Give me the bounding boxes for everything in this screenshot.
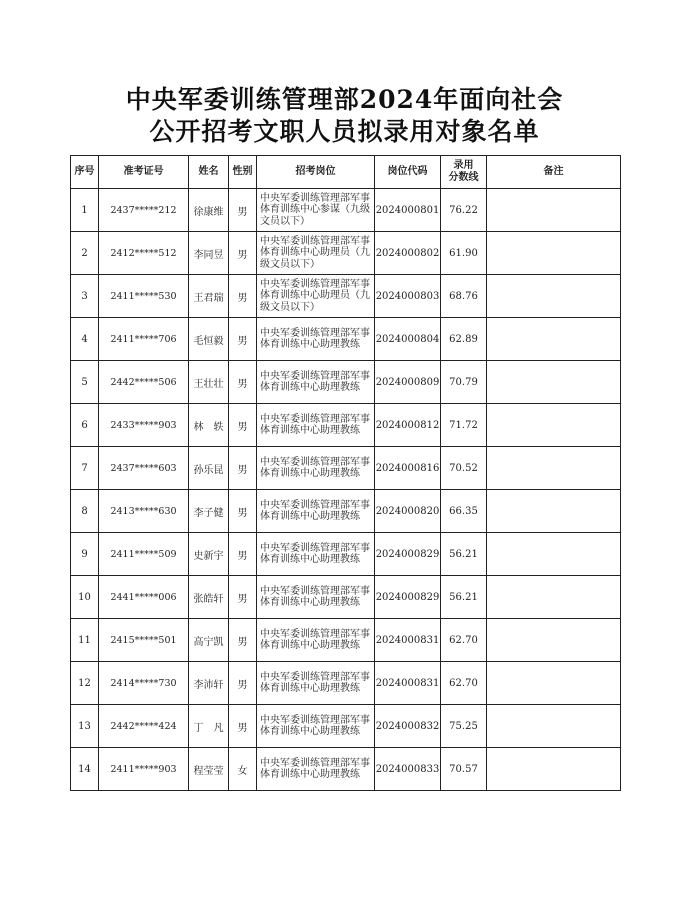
cell-ticket: 2411*****903 (99, 748, 189, 791)
cell-post: 中央军委训练管理部军事体育训练中心助理教练 (257, 361, 375, 404)
cell-note (487, 318, 621, 361)
cell-code: 2024000833 (375, 748, 441, 791)
header-score (441, 156, 487, 189)
cell-gender: 男 (229, 619, 257, 662)
cell-note (487, 533, 621, 576)
cell-score: 76.22 (441, 189, 487, 232)
cell-post: 中央军委训练管理部军事体育训练中心助理教练 (257, 447, 375, 490)
cell-score: 70.57 (441, 748, 487, 791)
cell-note (487, 705, 621, 748)
cell-gender: 男 (229, 189, 257, 232)
cell-seq: 3 (71, 275, 99, 318)
cell-seq: 13 (71, 705, 99, 748)
cell-ticket: 2413*****630 (99, 490, 189, 533)
cell-post: 中央军委训练管理部军事体育训练中心参谋（九级文员以下） (257, 189, 375, 232)
cell-code: 2024000802 (375, 232, 441, 275)
cell-ticket: 2415*****501 (99, 619, 189, 662)
cell-ticket: 2433*****903 (99, 404, 189, 447)
cell-seq: 1 (71, 189, 99, 232)
header-name: 姓名 (189, 156, 229, 189)
cell-gender: 男 (229, 576, 257, 619)
cell-note (487, 232, 621, 275)
cell-seq: 7 (71, 447, 99, 490)
cell-note (487, 361, 621, 404)
table-row (71, 576, 621, 619)
cell-score: 75.25 (441, 705, 487, 748)
cell-code: 2024000809 (375, 361, 441, 404)
cell-score: 66.35 (441, 490, 487, 533)
table-row (71, 662, 621, 705)
cell-gender: 男 (229, 490, 257, 533)
table-row (71, 705, 621, 748)
cell-code: 2024000812 (375, 404, 441, 447)
table-row (71, 361, 621, 404)
page-title-line2: 公开招考文职人员拟录用对象名单 (149, 117, 540, 146)
cell-post: 中央军委训练管理部军事体育训练中心助理教练 (257, 576, 375, 619)
cell-code: 2024000804 (375, 318, 441, 361)
cell-ticket: 2442*****506 (99, 361, 189, 404)
table-header-row (71, 156, 621, 189)
cell-score: 68.76 (441, 275, 487, 318)
table-row (71, 533, 621, 576)
cell-score: 71.72 (441, 404, 487, 447)
cell-ticket: 2412*****512 (99, 232, 189, 275)
cell-name: 高宁凯 (189, 619, 229, 662)
cell-name: 李子健 (189, 490, 229, 533)
cell-note (487, 189, 621, 232)
header-score-line2: 分数线 (448, 172, 479, 183)
cell-seq: 8 (71, 490, 99, 533)
cell-post: 中央军委训练管理部军事体育训练中心助理员（九级文员以下） (257, 232, 375, 275)
cell-name: 王壮壮 (189, 361, 229, 404)
cell-note (487, 662, 621, 705)
cell-ticket: 2437*****212 (99, 189, 189, 232)
cell-note (487, 275, 621, 318)
cell-name: 毛恒毅 (189, 318, 229, 361)
cell-score: 56.21 (441, 576, 487, 619)
cell-code: 2024000816 (375, 447, 441, 490)
cell-gender: 男 (229, 447, 257, 490)
cell-name: 李同昱 (189, 232, 229, 275)
cell-code: 2024000803 (375, 275, 441, 318)
cell-gender: 男 (229, 361, 257, 404)
header-post: 招考岗位 (257, 156, 375, 189)
cell-ticket: 2411*****530 (99, 275, 189, 318)
cell-code: 2024000831 (375, 619, 441, 662)
cell-gender: 男 (229, 662, 257, 705)
cell-name: 徐康维 (189, 189, 229, 232)
cell-seq: 11 (71, 619, 99, 662)
cell-ticket: 2414*****730 (99, 662, 189, 705)
cell-code: 2024000831 (375, 662, 441, 705)
cell-gender: 男 (229, 318, 257, 361)
header-seq: 序号 (71, 156, 99, 189)
page-title-line1: 中央军委训练管理部2024年面向社会 (125, 85, 564, 114)
cell-post: 中央军委训练管理部军事体育训练中心助理教练 (257, 705, 375, 748)
cell-name: 张皓轩 (189, 576, 229, 619)
table-row (71, 318, 621, 361)
cell-score: 70.52 (441, 447, 487, 490)
cell-post: 中央军委训练管理部军事体育训练中心助理教练 (257, 662, 375, 705)
table-row (71, 619, 621, 662)
cell-gender: 男 (229, 705, 257, 748)
cell-code: 2024000820 (375, 490, 441, 533)
cell-seq: 14 (71, 748, 99, 791)
cell-gender: 男 (229, 232, 257, 275)
cell-gender: 男 (229, 404, 257, 447)
cell-seq: 12 (71, 662, 99, 705)
cell-ticket: 2442*****424 (99, 705, 189, 748)
cell-score: 62.70 (441, 619, 487, 662)
cell-gender: 男 (229, 275, 257, 318)
cell-name: 史新宇 (189, 533, 229, 576)
header-gender: 性别 (229, 156, 257, 189)
cell-note (487, 619, 621, 662)
table-row (71, 748, 621, 791)
table-row (71, 404, 621, 447)
cell-note (487, 490, 621, 533)
cell-name: 丁 凡 (189, 705, 229, 748)
header-score-line1: 录用 (453, 160, 474, 171)
table-row (71, 275, 621, 318)
cell-score: 70.79 (441, 361, 487, 404)
cell-note (487, 404, 621, 447)
cell-name: 李沛轩 (189, 662, 229, 705)
cell-post: 中央军委训练管理部军事体育训练中心助理教练 (257, 490, 375, 533)
header-ticket: 准考证号 (99, 156, 189, 189)
cell-code: 2024000832 (375, 705, 441, 748)
cell-name: 孙乐昆 (189, 447, 229, 490)
cell-seq: 2 (71, 232, 99, 275)
cell-note (487, 447, 621, 490)
cell-post: 中央军委训练管理部军事体育训练中心助理教练 (257, 748, 375, 791)
cell-code: 2024000829 (375, 576, 441, 619)
cell-post: 中央军委训练管理部军事体育训练中心助理教练 (257, 404, 375, 447)
cell-name: 王君瑞 (189, 275, 229, 318)
cell-score: 56.21 (441, 533, 487, 576)
cell-seq: 10 (71, 576, 99, 619)
cell-code: 2024000801 (375, 189, 441, 232)
table-row (71, 447, 621, 490)
cell-gender: 男 (229, 533, 257, 576)
cell-seq: 6 (71, 404, 99, 447)
cell-post: 中央军委训练管理部军事体育训练中心助理员（九级文员以下） (257, 275, 375, 318)
candidate-table (70, 155, 621, 791)
cell-post: 中央军委训练管理部军事体育训练中心助理教练 (257, 318, 375, 361)
cell-seq: 5 (71, 361, 99, 404)
cell-ticket: 2437*****603 (99, 447, 189, 490)
cell-name: 程莹莹 (189, 748, 229, 791)
cell-gender: 女 (229, 748, 257, 791)
cell-seq: 9 (71, 533, 99, 576)
table-row (71, 189, 621, 232)
cell-seq: 4 (71, 318, 99, 361)
table-row (71, 490, 621, 533)
cell-ticket: 2411*****706 (99, 318, 189, 361)
cell-score: 62.89 (441, 318, 487, 361)
header-note: 备注 (487, 156, 621, 189)
cell-score: 62.70 (441, 662, 487, 705)
cell-post: 中央军委训练管理部军事体育训练中心助理教练 (257, 533, 375, 576)
cell-name: 林 轶 (189, 404, 229, 447)
cell-note (487, 748, 621, 791)
cell-code: 2024000829 (375, 533, 441, 576)
cell-ticket: 2411*****509 (99, 533, 189, 576)
cell-score: 61.90 (441, 232, 487, 275)
cell-ticket: 2441*****006 (99, 576, 189, 619)
header-code: 岗位代码 (375, 156, 441, 189)
cell-note (487, 576, 621, 619)
table-row (71, 232, 621, 275)
cell-post: 中央军委训练管理部军事体育训练中心助理教练 (257, 619, 375, 662)
